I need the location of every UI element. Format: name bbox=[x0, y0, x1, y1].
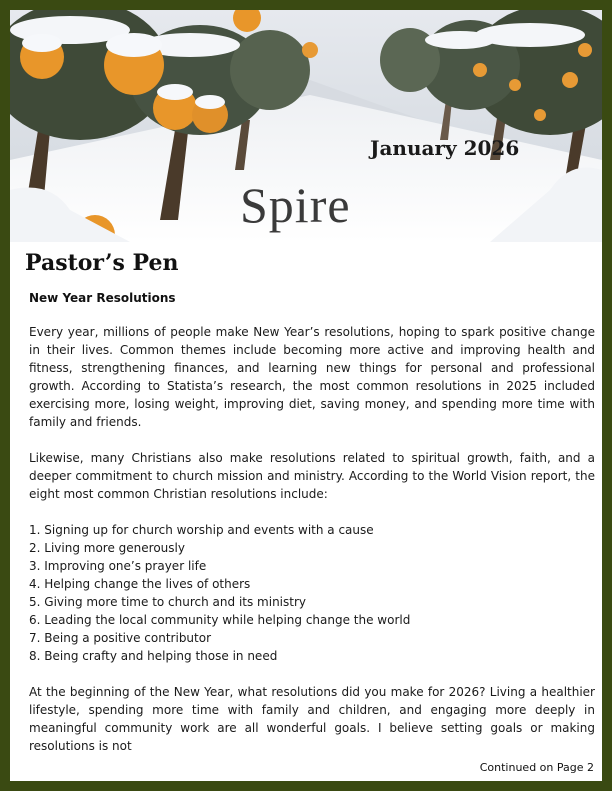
list-item: 6. Leading the local community while helping change the world bbox=[29, 613, 411, 627]
list-item: 8. Being crafty and helping those in need bbox=[29, 649, 278, 663]
list-item: 4. Helping change the lives of others bbox=[29, 577, 251, 591]
article-paragraph: Every year, millions of people make New Year’s resolutions, hoping to spark positive change in their lives. Common themes include becoming more active and improving health and fitness, strengthening finances, and learning new things for personal and professional growth. According to Statista’s research, the most common resolutions in 2025 included exercising more, losing weight, improving diet, saving money, and spending more time with family and friends. bbox=[29, 325, 595, 429]
newsletter-page bbox=[10, 10, 602, 781]
winter-orchard-banner bbox=[10, 10, 602, 242]
resolutions-list bbox=[29, 521, 595, 665]
article-paragraph: Likewise, many Christians also make resolutions related to spiritual growth, faith, and a deeper commitment to church mission and ministry. According to the World Vision report, the eight most common Christian resolutions include: bbox=[29, 451, 595, 501]
article-paragraph: At the beginning of the New Year, what resolutions did you make for 2026? Living a healthier lifestyle, spending more time with family and children, and engaging more deeply in meaningful community work are all wonderful goals. I believe setting goals or making resolutions is not bbox=[29, 685, 595, 753]
list-item: 2. Living more generously bbox=[29, 541, 185, 555]
list-item: 7. Being a positive contributor bbox=[29, 631, 212, 645]
article-subtitle: New Year Resolutions bbox=[29, 291, 176, 305]
masthead-title: Spire bbox=[240, 177, 351, 233]
list-item: 1. Signing up for church worship and events with a cause bbox=[29, 523, 374, 537]
issue-date: January 2026 bbox=[370, 136, 520, 160]
list-item: 5. Giving more time to church and its ministry bbox=[29, 595, 307, 609]
section-title: Pastor’s Pen bbox=[25, 250, 179, 276]
article-body bbox=[29, 323, 595, 773]
continued-note: Continued on Page 2 bbox=[479, 761, 594, 774]
list-item: 3. Improving one’s prayer life bbox=[29, 559, 207, 573]
